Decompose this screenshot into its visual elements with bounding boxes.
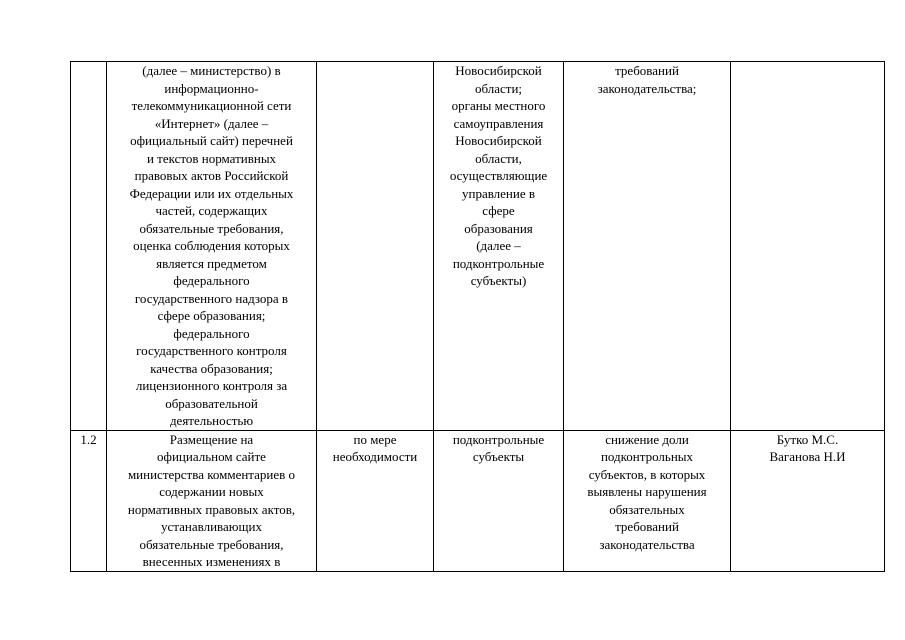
cell-responsible	[731, 62, 885, 431]
document-table	[70, 61, 885, 572]
cell-responsible: Бутко М.С. Ваганова Н.И	[731, 430, 885, 571]
cell-result: снижение доли подконтрольных субъектов, в которых выявлены нарушения обязательных требований законодательства	[564, 430, 731, 571]
cell-action: (далее – министерство) в информационно- телекоммуникационной сети «Интернет» (далее – официальный сайт) перечней и текстов нормативных правовых актов Российской Федерации или их отдельных частей, содержащих обязательные требования, оценка соблюдения которых является предметом федерального государственного надзора в сфере образования; федерального государственного контроля качества образования; лицензионного контроля за образовательной деятельностью	[107, 62, 317, 431]
cell-period: по мере необходимости	[317, 430, 434, 571]
cell-subjects: подконтрольные субъекты	[434, 430, 564, 571]
table-row	[71, 62, 885, 431]
cell-action: Размещение на официальном сайте министерства комментариев о содержании новых нормативных правовых актов, устанавливающих обязательные требования, внесенных изменениях в	[107, 430, 317, 571]
table-row	[71, 430, 885, 571]
cell-period	[317, 62, 434, 431]
cell-subjects: Новосибирской области; органы местного самоуправления Новосибирской области, осуществляющие управление в сфере образования (далее – подконтрольные субъекты)	[434, 62, 564, 431]
cell-result: требований законодательства;	[564, 62, 731, 431]
cell-number	[71, 62, 107, 431]
cell-number: 1.2	[71, 430, 107, 571]
